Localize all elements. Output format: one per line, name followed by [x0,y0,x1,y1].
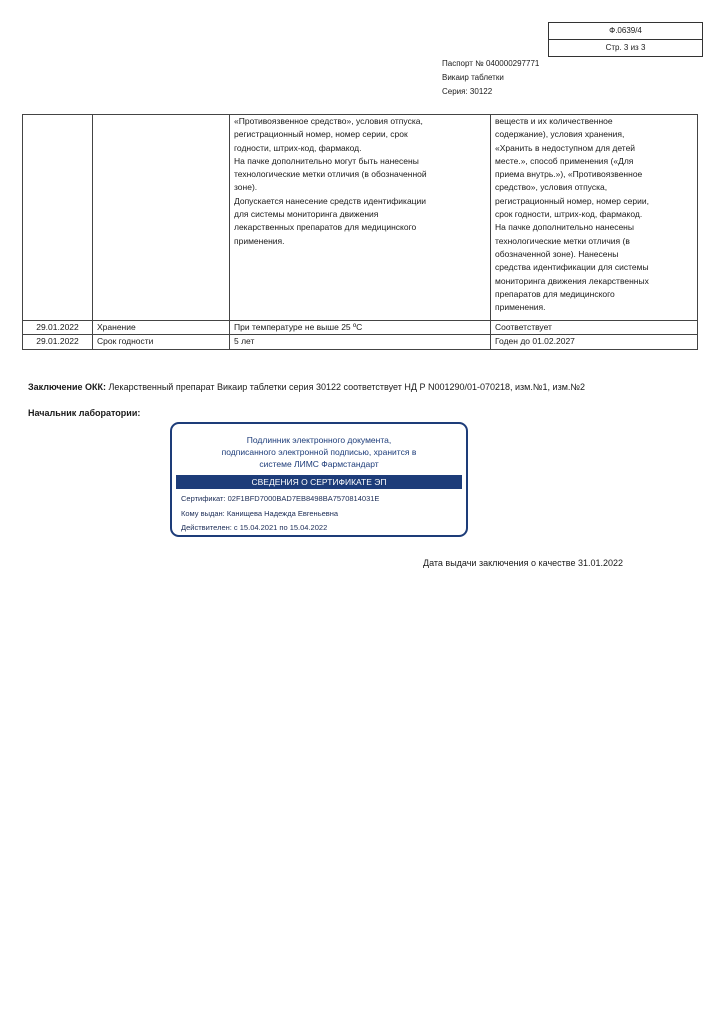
certificate-owner: Кому выдан: Канищева Надежда Евгеньевна [181,508,339,518]
signature-line-3: системе ЛИМС Фармстандарт [259,459,379,469]
signature-line-2: подписанного электронной подписью, хранится в [221,447,417,457]
certificate-header: СВЕДЕНИЯ О СЕРТИФИКАТЕ ЭП [176,475,462,489]
passport-number: Паспорт № 040000297771 [442,59,540,68]
row-indicator: Срок годности [93,335,230,349]
conclusion-text: Лекарственный препарат Викаир таблетки серия 30122 соответствует НД Р N001290/01-070218, изм.№1, изм.№2 [106,382,586,392]
product-name: Викаир таблетки [442,73,504,82]
row-indicator: Хранение [93,321,230,335]
row-requirement: 5 лет [230,335,491,349]
conclusion [28,380,628,394]
row-result: Соответствует [491,321,698,335]
row-result: Годен до 01.02.2027 [491,335,698,349]
page-number: Стр. 3 из 3 [549,39,702,56]
form-code-box [548,22,703,57]
table-row [23,321,698,335]
series-number: Серия: 30122 [442,87,493,96]
certificate-validity: Действителен: с 15.04.2021 по 15.04.2022 [181,523,328,532]
e-signature-stamp [170,422,468,537]
signature-line-1: Подлинник электронного документа, [246,435,392,445]
requirement-cell: «Противоязвенное средство», условия отпуска, регистрационный номер, номер серии, срок годности, штрих-код, фармакод. На пачке дополнительно могут быть нанесены технологические метки отличия (в обозначенной зоне). Допускается нанесение средств идентификации для системы мониторинга движения лекарственных препаратов для медицинского применения. [230,115,491,321]
result-cell: веществ и их количественное содержание), условия хранения, «Хранить в недоступном для детей месте.», способ применения («Для приема внутрь.»), «Противоязвенное средство», условия отпуска, регистрационный номер, номер серии, срок годности, штрих-код, фармакод. На пачке дополнительно нанесены технологические метки отличия (в обозначенной зоне). Нанесены средства идентификации для системы мониторинга движения лекарственных препаратов для медицинского применения. [491,115,698,321]
row-date: 29.01.2022 [23,321,93,335]
row-requirement: При температуре не выше 25 ºС [230,321,491,335]
issue-date: Дата выдачи заключения о качестве 31.01.2022 [423,558,623,568]
row-date: 29.01.2022 [23,335,93,349]
passport-header [442,57,539,99]
table-row [23,115,698,321]
certificate-number: Сертификат: 02F1BFD7000BAD7EB8498BA7570814031E [181,494,380,503]
form-code: Ф.0639/4 [609,26,642,35]
table-row [23,335,698,349]
lab-head-label: Начальник лаборатории: [28,408,141,418]
conclusion-label: Заключение ОКК: [28,382,107,392]
results-table [22,114,698,350]
